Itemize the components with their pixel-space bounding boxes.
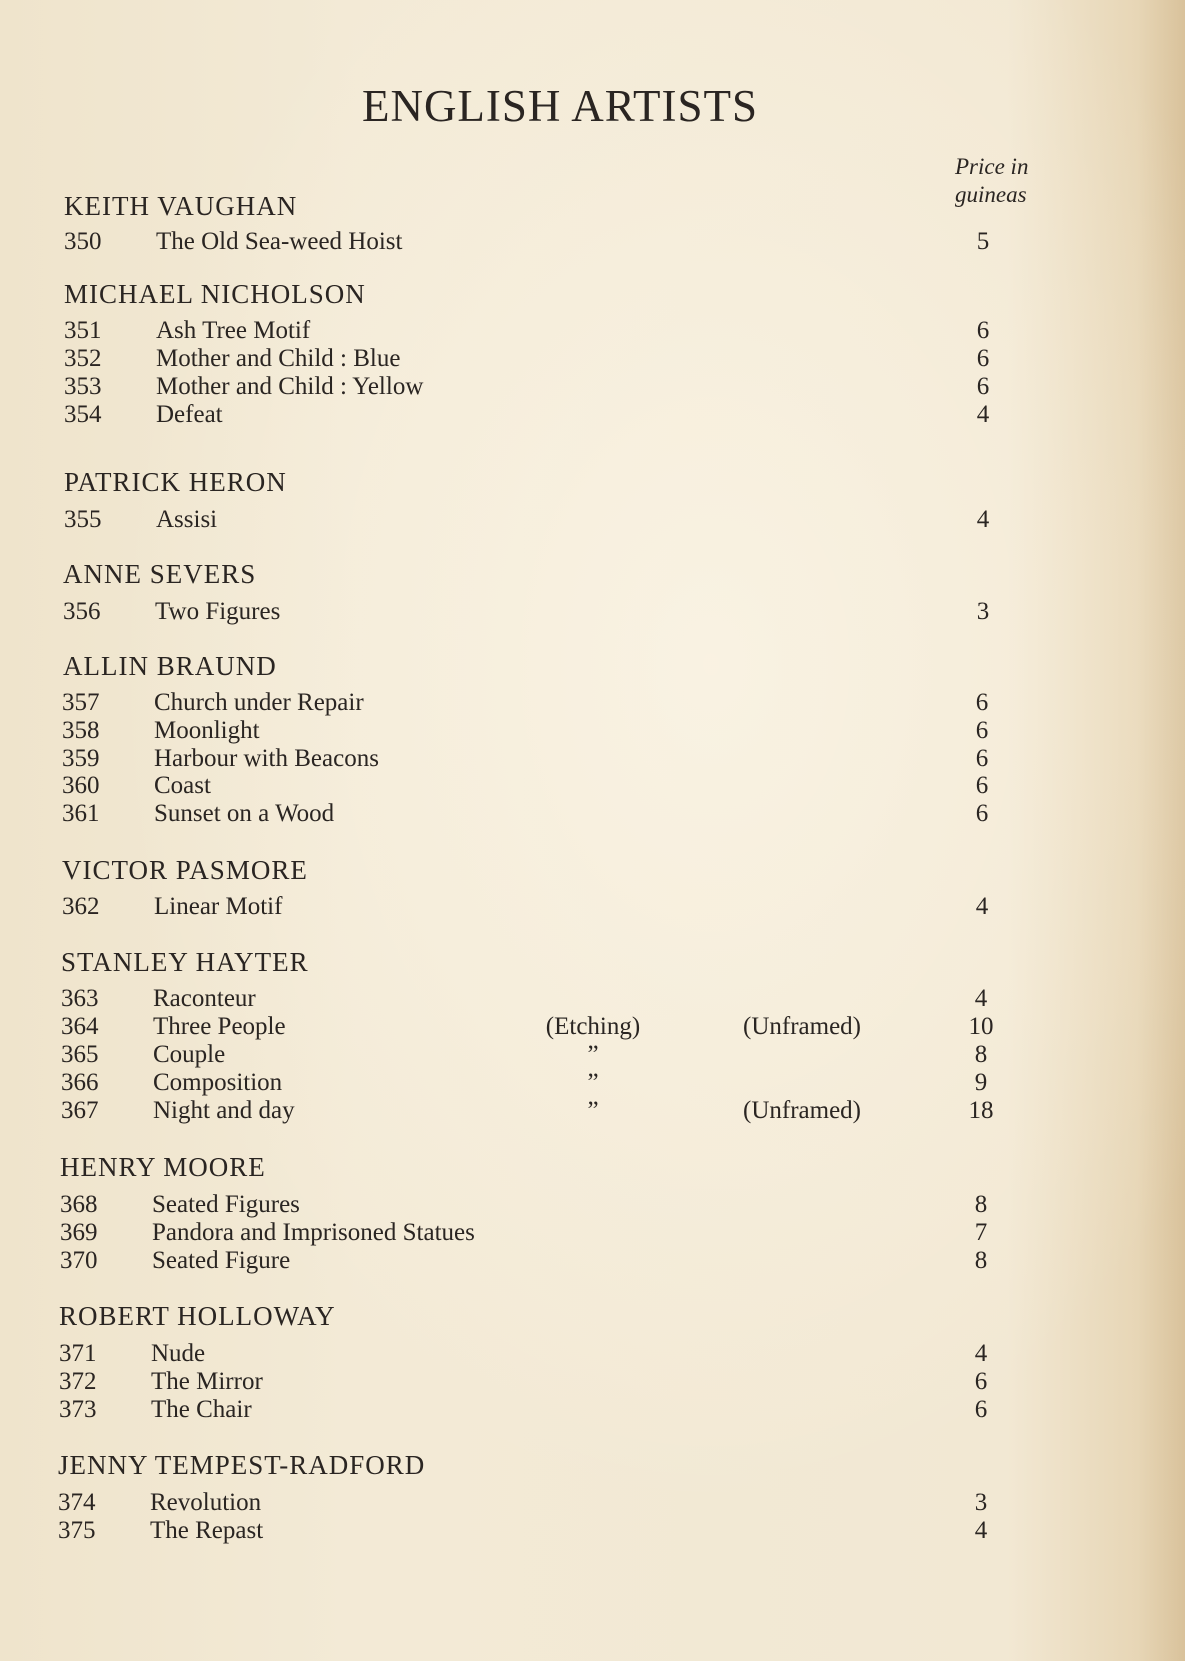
entry-title: Moonlight	[154, 717, 260, 744]
entry-title: Composition	[153, 1069, 283, 1096]
entry-price: 6	[974, 1368, 988, 1395]
entry-number: 361	[62, 800, 100, 827]
artist-name: ROBERT HOLLOWAY	[59, 1301, 336, 1331]
entry-title: The Repast	[150, 1517, 264, 1544]
catalogue-entry	[59, 1340, 1019, 1368]
catalogue-entry	[60, 1219, 1020, 1247]
entry-price: 8	[974, 1247, 988, 1274]
artist-name: VICTOR PASMORE	[62, 855, 308, 885]
catalogue-entry	[59, 1368, 1019, 1396]
entry-medium: ”	[587, 1069, 599, 1096]
entry-title: Defeat	[156, 401, 223, 428]
catalogue-entry	[64, 317, 1024, 345]
entry-price: 4	[975, 893, 989, 920]
entry-price: 3	[974, 1489, 988, 1516]
entry-title: Couple	[153, 1041, 226, 1068]
catalogue-entry	[64, 401, 1024, 429]
artist-name: ALLIN BRAUND	[63, 651, 277, 681]
catalogue-entry	[61, 1069, 1021, 1097]
entry-price: 4	[974, 1517, 988, 1544]
entry-number: 374	[58, 1489, 96, 1516]
entry-price: 18	[968, 1097, 994, 1124]
artist-name: JENNY TEMPEST-RADFORD	[58, 1450, 426, 1480]
entry-title: Seated Figures	[152, 1191, 300, 1218]
entry-title: Sunset on a Wood	[154, 800, 335, 827]
entry-framing: (Unframed)	[743, 1013, 861, 1040]
catalogue-entry	[62, 893, 1022, 921]
entry-price: 6	[976, 373, 990, 400]
entry-number: 368	[60, 1191, 98, 1218]
catalogue-entry	[60, 1191, 1020, 1219]
entry-title: Harbour with Beacons	[154, 745, 379, 772]
entry-medium: (Etching)	[545, 1013, 641, 1040]
entry-title: The Mirror	[151, 1368, 263, 1395]
entry-price: 6	[975, 717, 989, 744]
entry-price: 6	[975, 800, 989, 827]
catalogue-entry	[64, 228, 1024, 256]
entry-price: 6	[976, 345, 990, 372]
entry-title: The Old Sea-weed Hoist	[156, 228, 403, 255]
entry-framing: (Unframed)	[743, 1097, 861, 1124]
entry-title: Three People	[153, 1013, 286, 1040]
entry-title: Mother and Child : Yellow	[156, 373, 424, 400]
price-header-line-2: guineas	[955, 182, 1027, 207]
entry-number: 351	[64, 317, 102, 344]
entry-title: Ash Tree Motif	[156, 317, 311, 344]
entry-price: 7	[974, 1219, 988, 1246]
entry-price: 9	[974, 1069, 988, 1096]
entry-number: 355	[64, 506, 102, 533]
entry-number: 364	[61, 1013, 99, 1040]
entry-price: 8	[974, 1041, 988, 1068]
catalogue-entry	[61, 1041, 1021, 1069]
entry-price: 4	[976, 401, 990, 428]
entry-number: 356	[63, 598, 101, 625]
entry-title: Assisi	[156, 506, 218, 533]
catalogue-entry	[62, 745, 1022, 773]
catalogue-entry	[61, 1013, 1021, 1041]
entry-price: 6	[975, 745, 989, 772]
entry-number: 370	[60, 1247, 98, 1274]
catalogue-entry	[64, 506, 1024, 534]
catalogue-entry	[62, 689, 1022, 717]
entry-number: 352	[64, 345, 102, 372]
entry-number: 373	[59, 1396, 97, 1423]
entry-number: 369	[60, 1219, 98, 1246]
entry-title: Seated Figure	[152, 1247, 291, 1274]
entry-title: Night and day	[153, 1097, 295, 1124]
price-column-header	[955, 153, 1095, 209]
entry-price: 6	[976, 317, 990, 344]
artist-name: ANNE SEVERS	[63, 559, 257, 589]
entry-number: 362	[62, 893, 100, 920]
entry-title: Linear Motif	[154, 893, 283, 920]
entry-number: 353	[64, 373, 102, 400]
entry-price: 3	[976, 598, 990, 625]
price-header-line-1: Price in	[955, 154, 1029, 179]
catalogue-entry	[60, 1247, 1020, 1275]
entry-medium: ”	[587, 1041, 599, 1068]
entry-title: Revolution	[150, 1489, 262, 1516]
entry-number: 357	[62, 689, 100, 716]
entry-number: 354	[64, 401, 102, 428]
entry-price: 4	[974, 985, 988, 1012]
page-title: ENGLISH ARTISTS	[361, 81, 759, 131]
entry-number: 372	[59, 1368, 97, 1395]
entry-price: 10	[968, 1013, 994, 1040]
entry-number: 371	[59, 1340, 97, 1367]
catalogue-entry	[62, 800, 1022, 828]
entry-title: Two Figures	[155, 598, 281, 625]
catalogue-entry	[61, 1097, 1021, 1125]
entry-number: 358	[62, 717, 100, 744]
entry-title: Nude	[151, 1340, 206, 1367]
entry-title: The Chair	[151, 1396, 252, 1423]
catalogue-entry	[59, 1396, 1019, 1424]
entry-price: 6	[975, 689, 989, 716]
entry-title: Coast	[154, 772, 211, 799]
catalogue-entry	[58, 1517, 1018, 1545]
entry-number: 375	[58, 1517, 96, 1544]
catalogue-entry	[64, 373, 1024, 401]
artist-name: STANLEY HAYTER	[61, 947, 309, 977]
catalogue-entry	[63, 598, 1023, 626]
artist-name: HENRY MOORE	[60, 1152, 266, 1182]
entry-title: Church under Repair	[154, 689, 364, 716]
catalogue-entry	[62, 717, 1022, 745]
catalogue-entry	[58, 1489, 1018, 1517]
entry-number: 350	[64, 228, 102, 255]
entry-price: 6	[974, 1396, 988, 1423]
entry-price: 4	[974, 1340, 988, 1367]
entry-price: 6	[975, 772, 989, 799]
entry-number: 366	[61, 1069, 99, 1096]
entry-number: 363	[61, 985, 99, 1012]
catalogue-entry	[64, 345, 1024, 373]
entry-price: 5	[976, 228, 990, 255]
entry-title: Raconteur	[153, 985, 256, 1012]
catalogue-entry	[62, 772, 1022, 800]
artist-name: PATRICK HERON	[64, 467, 287, 497]
entry-number: 367	[61, 1097, 99, 1124]
artist-name: MICHAEL NICHOLSON	[64, 279, 366, 309]
entry-medium: ”	[587, 1097, 599, 1124]
catalogue-entry	[61, 985, 1021, 1013]
entry-title: Mother and Child : Blue	[156, 345, 401, 372]
entry-number: 365	[61, 1041, 99, 1068]
entry-price: 8	[974, 1191, 988, 1218]
artist-name: KEITH VAUGHAN	[64, 191, 298, 221]
entry-title: Pandora and Imprisoned Statues	[152, 1219, 475, 1246]
entry-number: 359	[62, 745, 100, 772]
entry-number: 360	[62, 772, 100, 799]
entry-price: 4	[976, 506, 990, 533]
